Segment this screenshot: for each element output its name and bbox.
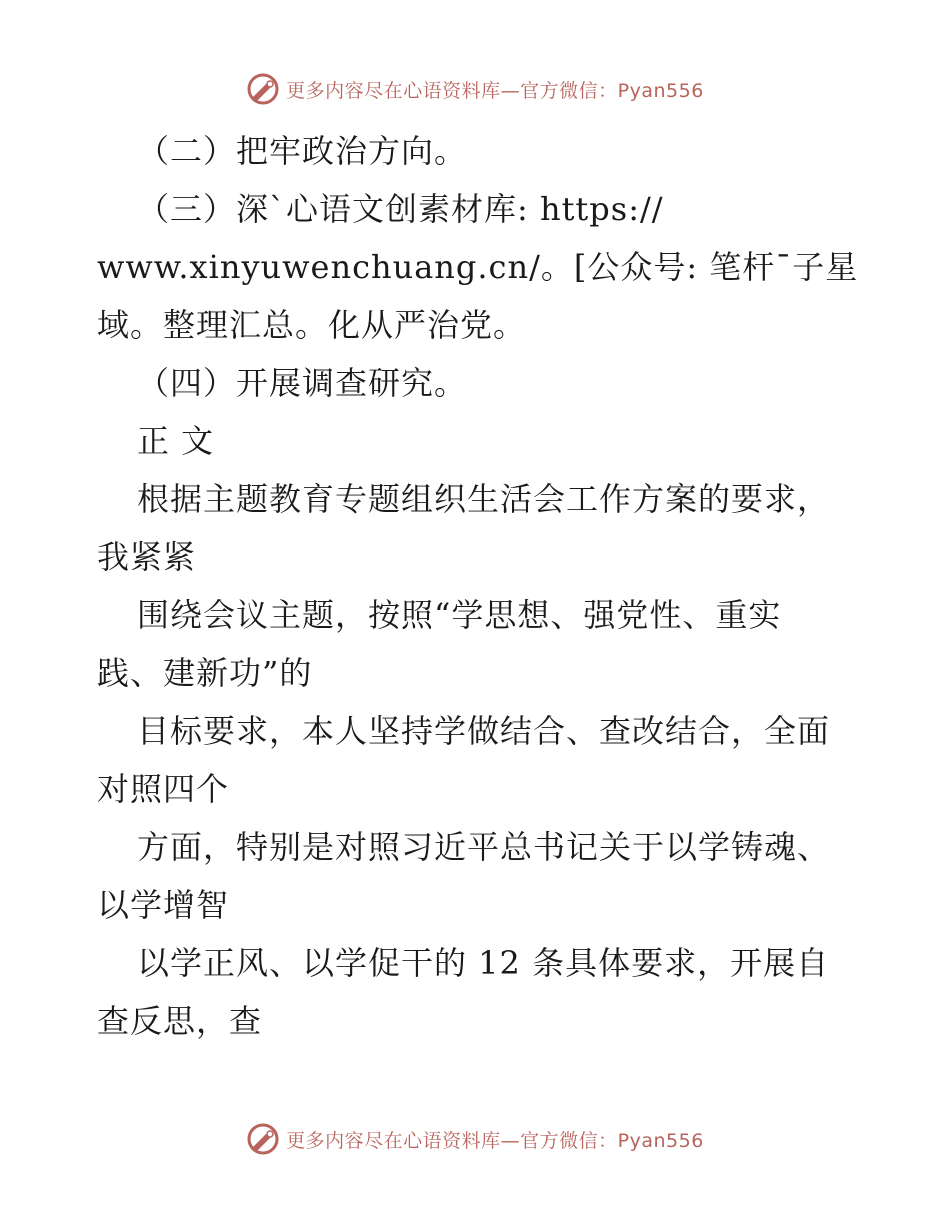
text-line: 目标要求，本人坚持学做结合、查改结合，全面	[137, 712, 831, 750]
text-line: 我紧紧	[97, 538, 197, 576]
footer-banner	[0, 1122, 950, 1156]
text-line: 践、建新功”的	[97, 654, 313, 692]
text-line: 方面，特别是对照习近平总书记关于以学铸魂、	[137, 828, 831, 866]
text-line: 围绕会议主题，按照“学思想、强党性、重实	[137, 596, 782, 634]
header-banner	[0, 72, 950, 106]
text-line: （三）深`心语文创素材库: https://	[137, 190, 664, 228]
header-banner-text: 更多内容尽在心语资料库—官方微信：Pyan556	[286, 79, 704, 102]
text-line: 域。整理汇总。化从严治党。	[97, 306, 527, 344]
text-line: 以学增智	[97, 886, 230, 924]
text-line: （四）开展调查研究。	[137, 364, 468, 402]
section-heading: 正 文	[137, 422, 215, 460]
text-line: 以学正风、以学促干的 12 条具体要求，开展自	[137, 944, 830, 982]
logo-icon	[246, 72, 280, 106]
logo-icon	[246, 1122, 280, 1156]
text-line: （二）把牢政治方向。	[137, 132, 468, 170]
text-line: www.xinyuwenchuang.cn/。[公众号: 笔杆¯子星	[97, 248, 859, 286]
text-line: 查反思，查	[97, 1002, 263, 1040]
text-line: 根据主题教育专题组织生活会工作方案的要求，	[137, 480, 831, 518]
footer-banner-text: 更多内容尽在心语资料库—官方微信：Pyan556	[286, 1129, 704, 1152]
document-body	[97, 122, 857, 1050]
text-line: 对照四个	[97, 770, 230, 808]
